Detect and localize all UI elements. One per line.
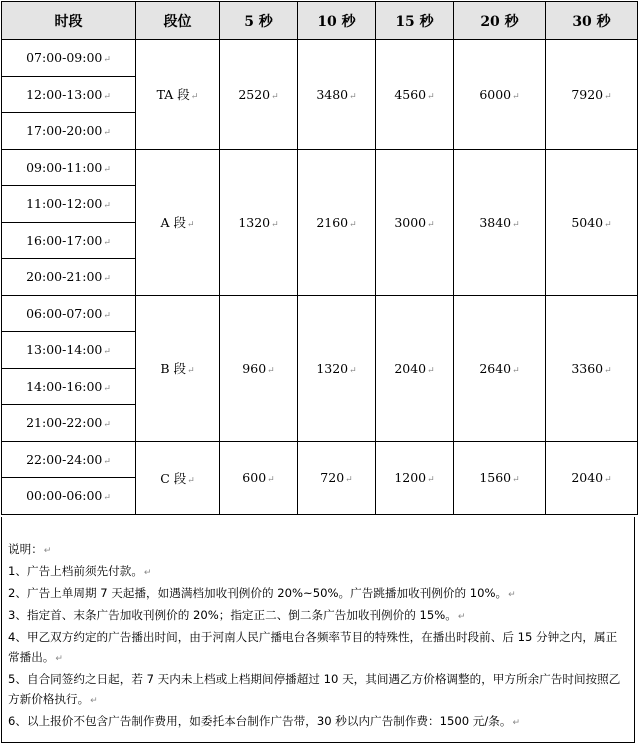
- price-20s-cell: 2640↵: [454, 295, 546, 441]
- price-20s-cell: 3840↵: [454, 149, 546, 295]
- level-cell: A 段↵: [136, 149, 220, 295]
- time-slot-cell: 14:00-16:00↵: [2, 368, 136, 405]
- price-5s-cell: 600↵: [220, 441, 298, 514]
- header-row: [2, 2, 638, 40]
- note-item: 3、指定首、末条广告加收刊例价的 20%；指定正二、倒二条广告加收刊例价的 15%。↵: [8, 608, 466, 622]
- price-10s-cell: 2160↵: [298, 149, 376, 295]
- col-header-level: 段位: [136, 2, 220, 40]
- time-slot-cell: 13:00-14:00↵: [2, 332, 136, 369]
- notes-title: 说明：↵: [8, 542, 52, 556]
- time-slot-cell: 16:00-17:00↵: [2, 222, 136, 259]
- time-slot-cell: 09:00-11:00↵: [2, 149, 136, 186]
- price-15s-cell: 3000↵: [376, 149, 454, 295]
- price-30s-cell: 7920↵: [546, 40, 638, 150]
- price-15s-cell: 4560↵: [376, 40, 454, 150]
- table-row: [2, 40, 638, 77]
- price-20s-cell: 1560↵: [454, 441, 546, 514]
- price-10s-cell: 720↵: [298, 441, 376, 514]
- time-slot-cell: 22:00-24:00↵: [2, 441, 136, 478]
- col-header-15s: 15 秒: [376, 2, 454, 40]
- table-row: [2, 295, 638, 332]
- note-item: 2、广告上单周期 7 天起播，如遇满档加收刊例价的 20%~50%。广告跳播加收刊例价的 10%。↵: [8, 586, 516, 600]
- price-10s-cell: 1320↵: [298, 295, 376, 441]
- price-30s-cell: 3360↵: [546, 295, 638, 441]
- level-cell: TA 段↵: [136, 40, 220, 150]
- time-slot-cell: 07:00-09:00↵: [2, 40, 136, 77]
- price-30s-cell: 2040↵: [546, 441, 638, 514]
- note-item: 5、自合同签约之日起，若 7 天内未上档或上档期间停播超过 10 天，其间遇乙方价格调整的，甲方所余广告时间按照乙方新价格执行。↵: [8, 672, 621, 706]
- level-cell: B 段↵: [136, 295, 220, 441]
- table-row: [2, 441, 638, 478]
- time-slot-cell: 20:00-21:00↵: [2, 259, 136, 296]
- note-item: 6、以上报价不包含广告制作费用，如委托本台制作广告带，30 秒以内广告制作费：1500 元/条。↵: [8, 714, 521, 728]
- time-slot-cell: 06:00-07:00↵: [2, 295, 136, 332]
- price-20s-cell: 6000↵: [454, 40, 546, 150]
- note-item: 1、广告上档前须先付款。↵: [8, 564, 152, 578]
- price-10s-cell: 3480↵: [298, 40, 376, 150]
- time-slot-cell: 11:00-12:00↵: [2, 186, 136, 223]
- time-slot-cell: 00:00-06:00↵: [2, 478, 136, 515]
- time-slot-cell: 17:00-20:00↵: [2, 113, 136, 150]
- time-slot-cell: 12:00-13:00↵: [2, 76, 136, 113]
- col-header-5s: 5 秒: [220, 2, 298, 40]
- price-5s-cell: 2520↵: [220, 40, 298, 150]
- time-slot-cell: 21:00-22:00↵: [2, 405, 136, 442]
- col-header-30s: 30 秒: [546, 2, 638, 40]
- price-30s-cell: 5040↵: [546, 149, 638, 295]
- note-item: 4、甲乙双方约定的广告播出时间，由于河南人民广播电台各频率节目的特殊性，在播出时段前、后 15 分钟之内，属正常播出。↵: [8, 630, 618, 664]
- rate-table: [1, 1, 638, 515]
- price-15s-cell: 1200↵: [376, 441, 454, 514]
- level-cell: C 段↵: [136, 441, 220, 514]
- price-5s-cell: 960↵: [220, 295, 298, 441]
- table-row: [2, 149, 638, 186]
- price-5s-cell: 1320↵: [220, 149, 298, 295]
- price-15s-cell: 2040↵: [376, 295, 454, 441]
- col-header-20s: 20 秒: [454, 2, 546, 40]
- col-header-10s: 10 秒: [298, 2, 376, 40]
- col-header-time: 时段: [2, 2, 136, 40]
- notes-section: [1, 517, 635, 743]
